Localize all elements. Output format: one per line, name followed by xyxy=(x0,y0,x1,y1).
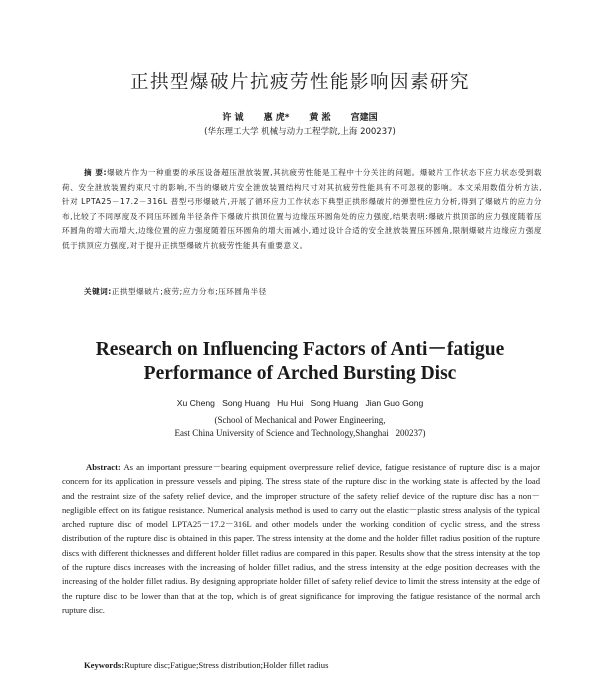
english-keywords xyxy=(84,660,544,670)
author-2-name: 惠 虎 xyxy=(263,113,285,123)
chinese-authors xyxy=(0,110,600,123)
english-title-line-1: Research on Influencing Factors of Anti－fatigue xyxy=(95,339,505,360)
chinese-title: 正拱型爆破片抗疲劳性能影响因素研究 xyxy=(129,72,470,93)
chinese-keywords-label: 关键词: xyxy=(84,287,112,296)
corresponding-author-mark: * xyxy=(284,113,290,123)
english-title-line-2: Performance of Arched Bursting Disc xyxy=(143,363,457,384)
english-affiliation-line-2: East China University of Science and Technology,Shanghai 200237) xyxy=(174,428,426,438)
english-authors: Xu Cheng Song Huang Hu Hui Song Huang Jian Guo Gong xyxy=(176,398,424,408)
author-1: 许 诚 xyxy=(222,113,244,123)
author-4: 宫建国 xyxy=(350,113,378,123)
english-keywords-text: Rupture disc;Fatigue;Stress distribution;Holder fillet radius xyxy=(124,660,329,670)
english-abstract-text: As an important pressure－bearing equipment overpressure relief device, fatigue resistance of rupture disc is a major concern for its application in pressure vessels and piping. The stress state of the rupture disc in the working state is affected by the load and the restraint size of the safety relief device, and the improper structure of the safety relief device of the rupture disc has a non－negligible effect on its fatigue resistance. Numerical analysis method is used to carry out the elastic－plastic stress analysis of the typical arched rupture disc of model LPTA25－17.2－316L and other models under the working condition of cyclic stress, and the stress distribution of the rupture disc is obtained in this paper. The stress intensity at the dome and the holder fillet radius position of the rupture discs with different thicknesses and different holder fillet radius are compared in this paper. Results show that the stress intensity at the top of the rupture discs increases with the increasing of holder fillet radius, and the stress intensity at the edge position decreases with the increasing of the holder fillet radius. By designing appropriate holder fillet of safety relief device to limit the stress intensity at the edge of the rupture disc to be lower than that at the top, which is of great significance for improving the fatigue resistance of the normal arch rupture disc. xyxy=(62,462,540,615)
chinese-abstract-text: 爆破片作为一种重要的承压设备超压泄放装置,其抗疲劳性能是工程中十分关注的问题。爆破片工作状态下应力状态受到载荷、安全泄放装置约束尺寸的影响,不当的爆破片安全泄放装置结构尺寸对其抗疲劳性能具有不可忽视的影响。本文采用数值分析方法,针对 LPTA25－17.2－316L 普型弓形爆破片,开展了循环应力工作状态下典型正拱形爆破片的弹塑性应力分析,得到了爆破片的应力分布,比较了不同厚度及不同压环圆角半径条件下爆破片拱顶位置与边缘压环圆角处的应力强度,结果表明:爆破片拱顶部的应力强度随着压环圆角的增大而增大,边缘位置的应力强度随着压环圆角的增大而减小,通过设计合适的安全泄放装置压环圆角,限制爆破片边缘应力强度低于拱顶应力强度,对于提升正拱型爆破片抗疲劳性能具有重要意义。 xyxy=(62,168,542,250)
english-affiliation-line-1: (School of Mechanical and Power Engineering, xyxy=(214,415,386,425)
chinese-keywords-text: 正拱型爆破片;疲劳;应力分布;压环圆角半径 xyxy=(111,287,267,296)
english-affiliation xyxy=(0,414,600,440)
author-2 xyxy=(264,113,290,123)
english-title xyxy=(0,338,600,386)
english-keywords-label: Keywords: xyxy=(84,660,125,670)
chinese-keywords xyxy=(84,286,544,297)
chinese-abstract xyxy=(62,166,542,254)
english-abstract xyxy=(62,460,540,617)
chinese-abstract-label: 摘 要: xyxy=(84,168,108,177)
author-3: 黄 淞 xyxy=(309,113,331,123)
chinese-affiliation: (华东理工大学 机械与动力工程学院,上海 200237) xyxy=(204,127,396,137)
english-abstract-label: Abstract: xyxy=(86,462,121,472)
